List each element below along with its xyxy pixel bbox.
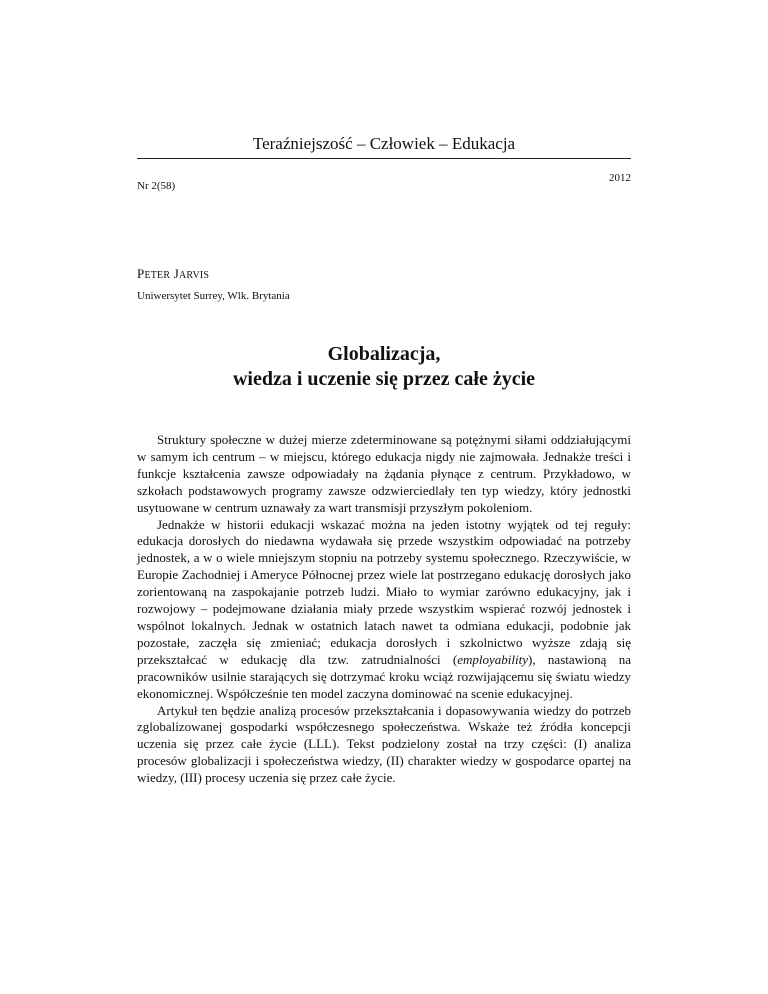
paragraph-2-part-a: Jednakże w historii edukacji wskazać można na jeden istotny wyjątek od tej reguły: edukacja dorosłych do niedawna wydawała się przede wszystkim odpowiadać na potrzeby jednostek, a w o wiele mniejszym stopniu na potrzeby systemu społecznego. Rzeczywiście, w Europie Zachodniej i Ameryce Północnej przez wiele lat postrzegano edukację dorosłych jako zorientowaną na zaspokajanie potrzeb ludzi. Miało to wymiar zarówno edukacyjny, jak i rozwojowy – podejmowane działania miały przede wszystkim wspierać rozwój jednostek i wspólnot lokalnych. Jednak w ostatnich latach nawet ta odmiana edukacji, podobnie jak pozostałe, zaczęła się zmieniać; edukacja dorosłych i szkolnictwo wyższe zdają się przekształcać w edukację dla tzw. zatrudnialności ( [137,516,631,667]
paragraph-2-part-b: ), nastawioną na pracowników usilnie starających się dotrzymać kroku wciąż rozwijającemu się światu wiedzy ekonomicznej. Współcześnie ten model zaczyna dominować na scenie edukacyjnej. [137,651,631,701]
header-rule [137,158,631,159]
author-last-initial: J [173,266,179,281]
paragraph-1: Struktury społeczne w dużej mierze zdeterminowane są potężnymi siłami oddziałującymi w samym ich centrum – w miejscu, którego edukacja nigdy nie zajmowała. Jednakże treści i funkcje kształcenia zawsze odpowiadały na żądania płynące z centrum. Przykładowo, w szkołach podstawowych programy zawsze odzwierciedlały ten typ wiedzy, który jednostki usytuowane w centrum uznawały za wart transmisji przyszłym pokoleniom. [137,432,631,515]
author-affiliation: Uniwersytet Surrey, Wlk. Brytania [137,290,290,302]
article-title-line-1: Globalizacja, [327,343,441,365]
paragraph-2-emphasis: employability [457,651,529,667]
author-first-rest: ETER [144,270,171,281]
journal-title: Teraźniejszość – Człowiek – Edukacja [252,134,516,153]
author-name [137,266,209,283]
issue-number: Nr 2(58) [137,180,176,192]
paragraph-2 [137,517,631,703]
author-last-rest: ARVIS [178,270,210,281]
article-body [137,432,631,787]
publication-year: 2012 [609,172,631,184]
article-title-line-2: wiedza i uczenie się przez całe życie [232,368,536,390]
paragraph-3: Artykuł ten będzie analizą procesów przekształcania i dopasowywania wiedzy do potrzeb zglobalizowanej gospodarki współczesnego społeczeństwa. Wskaże też źródła koncepcji uczenia się przez całe życie (LLL). Tekst podzielony został na trzy części: (I) analiza procesów globalizacji i społeczeństwa wiedzy, (II) charakter wiedzy w gospodarce opartej na wiedzy, (III) procesy uczenia się przez całe życie. [137,702,631,786]
article-title [137,342,631,392]
author-first-initial: P [137,266,145,281]
